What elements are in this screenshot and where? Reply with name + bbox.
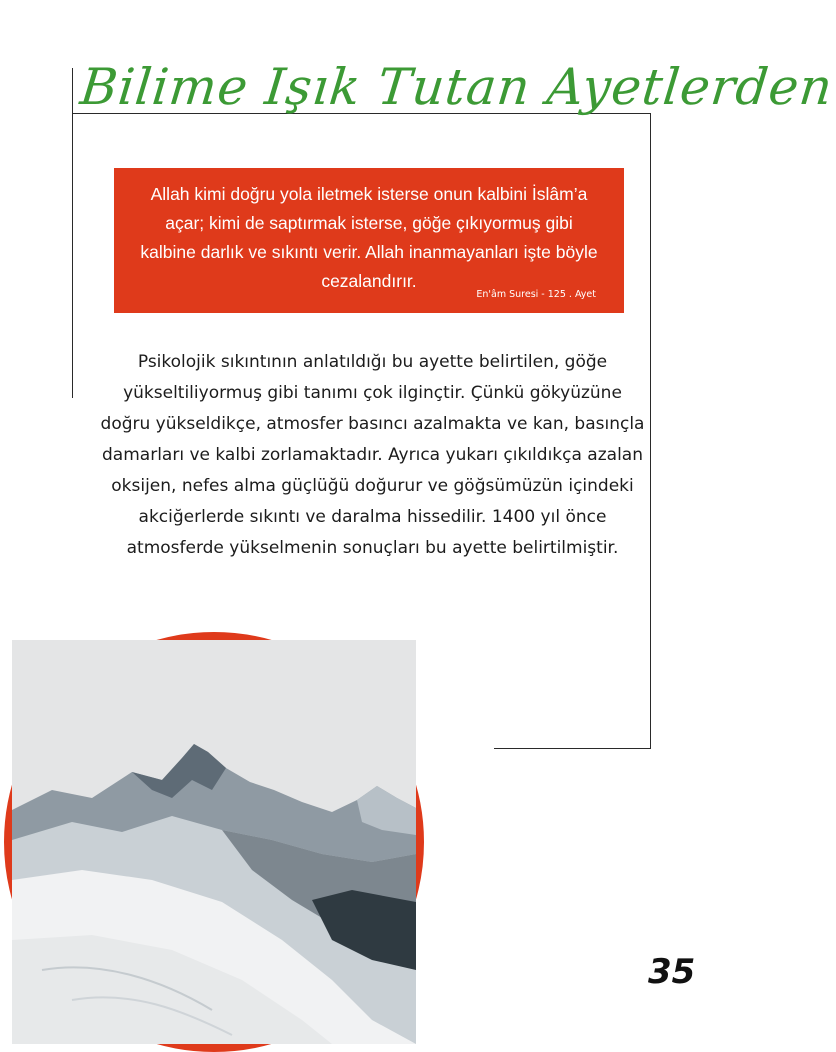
- frame-bottom-line: [494, 748, 651, 749]
- snowy-mountain-illustration: [12, 640, 416, 1044]
- verse-source: En'âm Suresi - 125 . Ayet: [476, 289, 596, 300]
- frame-right-line: [650, 113, 651, 749]
- mountain-photo: [4, 632, 424, 1052]
- verse-quote-text: Allah kimi doğru yola iletmek isterse onun kalbini İslâm’a açar; kimi de saptırmak isterse, göğe çıkıyormuş gibi kalbine darlık ve sıkıntı verir. Allah inanmayanları işte böyle cezalandırır.: [140, 184, 598, 291]
- page-number: 35: [648, 952, 696, 992]
- body-paragraph: Psikolojik sıkıntının anlatıldığı bu ayette belirtilen, göğe yükseltiliyormuş gibi tanımı çok ilginçtir. Çünkü gökyüzüne doğru yükseldikçe, atmosfer basıncı azalmakta ve kan, basınçla damarları ve kalbi zorlamaktadır. Ayrıca yukarı çıkıldıkça azalan oksijen, nefes alma güçlüğü doğurur ve göğsümüzün içindeki akciğerlerde sıkıntı ve daralma hissedilir. 1400 yıl önce atmosferde yükselmenin sonuçları bu ayette belirtilmiştir.: [100, 352, 645, 558]
- frame-left-line: [72, 68, 73, 398]
- page-title: Bilime Işık Tutan Ayetlerden: [77, 58, 836, 116]
- verse-quote-box: [114, 168, 624, 313]
